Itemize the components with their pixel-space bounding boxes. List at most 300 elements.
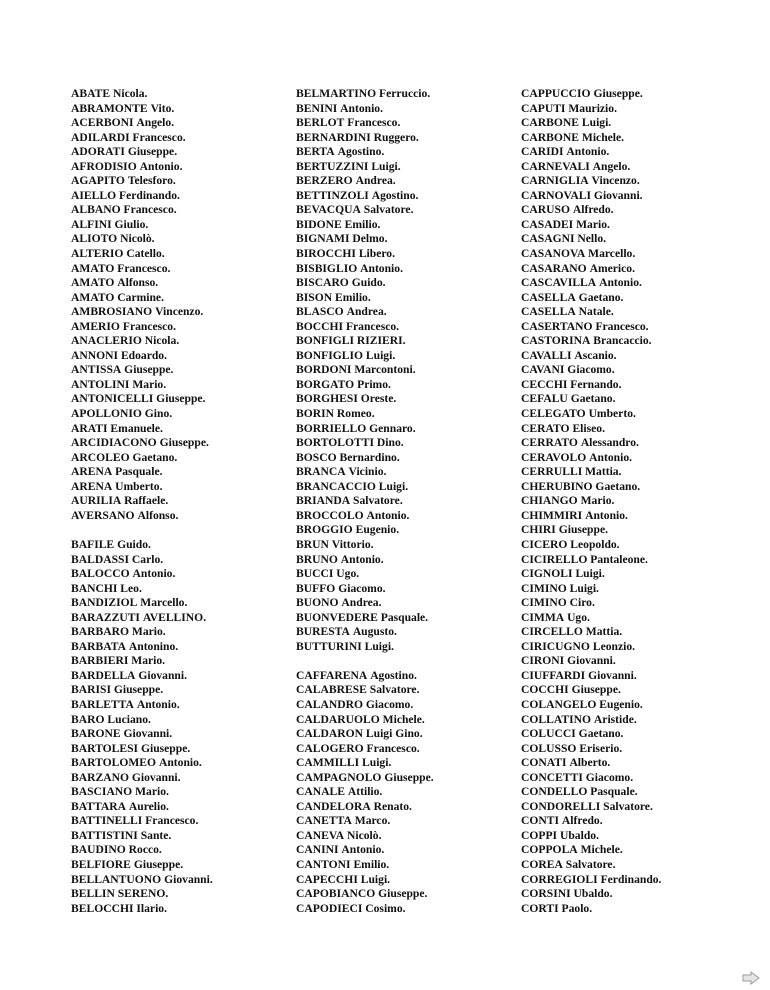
given-name: Nicola. xyxy=(144,334,180,348)
surname: BENINI xyxy=(296,101,338,115)
name-entry xyxy=(71,713,213,728)
given-name: Guido. xyxy=(351,276,386,290)
surname: CONATI xyxy=(521,756,567,770)
name-entry xyxy=(521,829,661,844)
name-entry xyxy=(71,829,213,844)
surname: CASAGNI xyxy=(521,232,575,246)
surname: CHIRI xyxy=(521,523,556,537)
given-name: Giacomo. xyxy=(585,770,634,784)
given-name: Mario. xyxy=(580,494,615,508)
name-entry xyxy=(296,116,434,131)
given-name: Nicolò. xyxy=(347,828,382,842)
surname: ANACLERIO xyxy=(71,334,142,348)
surname: BASCIANO xyxy=(71,785,133,799)
given-name: Gennaro. xyxy=(369,421,416,435)
given-name: Alfonso. xyxy=(117,276,159,290)
surname: ARENA xyxy=(71,479,113,493)
surname: ACERBONI xyxy=(71,116,134,130)
surname: ARCIDIACONO xyxy=(71,436,157,450)
section-spacer xyxy=(296,654,434,669)
given-name: Eugenio. xyxy=(355,523,400,537)
name-entry xyxy=(521,407,661,422)
surname: ADILARDI xyxy=(71,130,130,144)
surname: BATTINELLI xyxy=(71,814,143,828)
name-entry xyxy=(296,392,434,407)
surname: CALDARON xyxy=(296,727,363,741)
surname: CASADEI xyxy=(521,217,574,231)
name-entry xyxy=(71,611,213,626)
given-name: Salvatore. xyxy=(363,203,414,217)
name-entry xyxy=(71,349,213,364)
given-name: Francesco. xyxy=(366,741,420,755)
name-entry xyxy=(296,683,434,698)
name-entry xyxy=(296,523,434,538)
surname: BALDASSI xyxy=(71,552,129,566)
name-entry xyxy=(71,116,213,131)
surname: COLLATINO xyxy=(521,712,592,726)
surname: COPPOLA xyxy=(521,843,578,857)
name-entry xyxy=(71,203,213,218)
name-entry xyxy=(71,87,213,102)
name-entry xyxy=(71,902,213,917)
name-entry xyxy=(521,262,661,277)
given-name: Delmo. xyxy=(352,232,388,246)
given-name: Marco. xyxy=(354,814,391,828)
given-name: Antonio. xyxy=(585,508,628,522)
surname: BORIN xyxy=(296,407,335,421)
name-entry xyxy=(521,276,661,291)
given-name: Salvatore. xyxy=(369,683,420,697)
given-name: Mario. xyxy=(576,217,610,231)
given-name: Antonio. xyxy=(566,145,610,159)
given-name: Oreste. xyxy=(360,392,397,406)
name-entry xyxy=(521,189,661,204)
surname: CAVALLI xyxy=(521,348,572,362)
name-entry xyxy=(71,785,213,800)
surname: BORGHESI xyxy=(296,392,358,406)
given-name: Ugo. xyxy=(567,610,590,624)
surname: BERZERO xyxy=(296,174,353,188)
name-entry xyxy=(296,378,434,393)
given-name: Giuseppe. xyxy=(378,887,428,901)
given-name: Ruggero. xyxy=(373,130,419,144)
surname: BROGGIO xyxy=(296,523,353,537)
next-page-arrow-icon[interactable] xyxy=(742,971,760,985)
given-name: Bernardino. xyxy=(339,450,400,464)
names-column-1 xyxy=(71,87,213,916)
name-entry xyxy=(296,858,434,873)
given-name: Giovanni. xyxy=(131,770,181,784)
names-column-3 xyxy=(521,87,661,916)
surname: CANETTA xyxy=(296,814,352,828)
given-name: Gaetano. xyxy=(595,479,641,493)
given-name: Attilio. xyxy=(347,785,383,799)
surname: CARNEVALI xyxy=(521,159,590,173)
surname: AMATO xyxy=(71,276,115,290)
surname: BARBIERI xyxy=(71,654,129,668)
name-entry xyxy=(296,451,434,466)
surname: CIRCELLO xyxy=(521,625,583,639)
surname: CHIMMIRI xyxy=(521,508,583,522)
name-entry xyxy=(296,349,434,364)
surname: CANALE xyxy=(296,785,345,799)
surname: BROCCOLO xyxy=(296,508,364,522)
surname: BELFIORE xyxy=(71,857,131,871)
surname: CAPOBIANCO xyxy=(296,887,376,901)
surname: CIMINO xyxy=(521,581,567,595)
surname: BRUN xyxy=(296,537,329,551)
given-name: Antonino. xyxy=(128,639,179,653)
name-entry xyxy=(71,654,213,669)
name-entry xyxy=(521,611,661,626)
surname: ALIOTO xyxy=(71,232,118,246)
name-entry xyxy=(71,800,213,815)
name-entry xyxy=(71,276,213,291)
given-name: Libero. xyxy=(358,247,396,261)
surname: BURESTA xyxy=(296,625,350,639)
name-entry xyxy=(521,756,661,771)
name-entry xyxy=(296,422,434,437)
name-entry xyxy=(521,363,661,378)
given-name: Ascanio. xyxy=(574,348,617,362)
surname: BIDONE xyxy=(296,217,342,231)
given-name: Alberto. xyxy=(569,756,611,770)
name-entry xyxy=(71,756,213,771)
given-name: Angelo. xyxy=(592,159,631,173)
given-name: Umberto. xyxy=(588,407,636,421)
name-entry xyxy=(71,742,213,757)
name-entry xyxy=(521,538,661,553)
name-entry xyxy=(71,625,213,640)
surname: BRUNO xyxy=(296,552,338,566)
surname: CONCETTI xyxy=(521,770,583,784)
surname: BERTUZZINI xyxy=(296,159,369,173)
surname: ABRAMONTE xyxy=(71,101,148,115)
name-entry xyxy=(296,553,434,568)
name-entry xyxy=(521,800,661,815)
surname: CAMMILLI xyxy=(296,756,360,770)
name-entry xyxy=(521,378,661,393)
given-name: Umberto. xyxy=(115,479,163,493)
surname: CEFALU xyxy=(521,392,568,406)
name-entry xyxy=(521,174,661,189)
name-entry xyxy=(296,785,434,800)
given-name: Eugenio. xyxy=(599,697,643,711)
given-name: Antonio. xyxy=(340,552,384,566)
surname: BORDONI xyxy=(296,363,352,377)
surname: CANEVA xyxy=(296,828,345,842)
name-entry xyxy=(521,465,661,480)
given-name: Francesco. xyxy=(347,116,401,130)
surname: CALANDRO xyxy=(296,697,363,711)
name-entry xyxy=(71,247,213,262)
name-entry xyxy=(521,87,661,102)
name-entry xyxy=(521,480,661,495)
surname: AGAPITO xyxy=(71,174,125,188)
surname: BAUDINO xyxy=(71,843,126,857)
name-entry xyxy=(71,392,213,407)
surname: BIGNAMI xyxy=(296,232,350,246)
surname: BONFIGLIO xyxy=(296,348,363,362)
given-name: Leopoldo. xyxy=(570,537,620,551)
surname: AIELLO xyxy=(71,188,117,202)
given-name: Vicinio. xyxy=(348,465,387,479)
names-column-2 xyxy=(296,87,434,916)
surname: ARATI xyxy=(71,421,108,435)
surname: CARBONE xyxy=(521,116,579,130)
name-entry xyxy=(71,814,213,829)
surname: CARNIGLIA xyxy=(521,174,589,188)
name-entry xyxy=(296,843,434,858)
given-name: Giuseppe. xyxy=(113,683,164,697)
given-name: Giovanni. xyxy=(567,654,616,668)
surname: ANTOLINI xyxy=(71,377,130,391)
surname: BELLANTUONO xyxy=(71,872,162,886)
name-entry xyxy=(71,436,213,451)
surname: AURILIA xyxy=(71,494,122,508)
surname: CELEGATO xyxy=(521,407,586,421)
given-name: Salvatore. xyxy=(565,857,616,871)
name-entry xyxy=(71,145,213,160)
surname: BARISI xyxy=(71,683,111,697)
name-entry xyxy=(296,291,434,306)
surname: CIRICUGNO xyxy=(521,639,590,653)
name-entry xyxy=(521,567,661,582)
name-entry xyxy=(71,887,213,902)
given-name: Eriserio. xyxy=(579,741,623,755)
given-name: Sante. xyxy=(140,828,172,842)
given-name: Gaetano. xyxy=(132,450,178,464)
given-name: Michele. xyxy=(580,843,623,857)
name-entry xyxy=(71,174,213,189)
name-entry xyxy=(521,843,661,858)
surname: BRANCA xyxy=(296,465,346,479)
given-name: Antonio. xyxy=(136,697,180,711)
given-name: RIZIERI. xyxy=(356,334,406,348)
given-name: Giovanni. xyxy=(593,188,643,202)
name-entry xyxy=(521,902,661,917)
surname: CAPUTI xyxy=(521,101,566,115)
given-name: Primo. xyxy=(357,377,391,391)
given-name: Francesco. xyxy=(595,319,649,333)
given-name: Ilario. xyxy=(136,901,167,915)
surname: BALOCCO xyxy=(71,567,130,581)
surname: BARLETTA xyxy=(71,697,134,711)
surname: CASCAVILLA xyxy=(521,276,597,290)
name-entry xyxy=(71,553,213,568)
name-entry xyxy=(521,131,661,146)
given-name: Antonio. xyxy=(341,843,385,857)
given-name: Andrea. xyxy=(341,596,382,610)
name-entry xyxy=(296,509,434,524)
given-name: Salvatore. xyxy=(353,494,403,508)
given-name: Vincenzo. xyxy=(155,305,204,319)
given-name: Emilio. xyxy=(353,857,390,871)
surname: CERRULLI xyxy=(521,465,583,479)
surname: ANTONICELLI xyxy=(71,392,154,406)
surname: BARZANO xyxy=(71,770,129,784)
surname: CASANOVA xyxy=(521,247,586,261)
surname: CALABRESE xyxy=(296,683,367,697)
surname: ALBANO xyxy=(71,203,121,217)
name-entry xyxy=(521,160,661,175)
given-name: Aurelio. xyxy=(128,799,169,813)
given-name: Giacomo. xyxy=(567,363,615,377)
surname: CAVANI xyxy=(521,363,565,377)
surname: CALOGERO xyxy=(296,741,364,755)
name-entry xyxy=(521,116,661,131)
surname: AMBROSIANO xyxy=(71,305,153,319)
given-name: Antonio. xyxy=(589,450,633,464)
given-name: Vittorio. xyxy=(331,537,374,551)
given-name: Luigi. xyxy=(575,567,605,581)
surname: BARTOLESI xyxy=(71,741,139,755)
surname: CASARANO xyxy=(521,261,587,275)
name-entry xyxy=(296,247,434,262)
surname: CAPODIECI xyxy=(296,901,363,915)
name-entry xyxy=(71,843,213,858)
surname: BARBATA xyxy=(71,639,126,653)
name-entry xyxy=(521,771,661,786)
given-name: Luciano. xyxy=(107,712,151,726)
surname: CHIANGO xyxy=(521,494,578,508)
name-entry xyxy=(521,713,661,728)
name-entry xyxy=(521,305,661,320)
given-name: Luigi. xyxy=(365,348,396,362)
name-entry xyxy=(296,494,434,509)
surname: CANTONI xyxy=(296,857,351,871)
name-entry xyxy=(71,669,213,684)
surname: CONDELLO xyxy=(521,785,588,799)
name-entry xyxy=(296,102,434,117)
surname: COCCHI xyxy=(521,683,569,697)
name-entry xyxy=(296,713,434,728)
name-entry xyxy=(296,582,434,597)
given-name: Luigi. xyxy=(362,756,392,770)
arrow-right-icon xyxy=(742,971,760,985)
section-spacer xyxy=(71,523,213,538)
name-entry xyxy=(521,436,661,451)
name-entry xyxy=(296,232,434,247)
surname: CIUFFARDI xyxy=(521,668,586,682)
name-entry xyxy=(71,305,213,320)
given-name: Giacomo. xyxy=(365,697,414,711)
given-name: Nicolò. xyxy=(120,232,155,246)
surname: CORTI xyxy=(521,901,559,915)
given-name: Giacomo. xyxy=(338,581,386,595)
name-entry xyxy=(71,218,213,233)
name-entry xyxy=(521,494,661,509)
name-entry xyxy=(71,480,213,495)
surname: CONTI xyxy=(521,814,560,828)
name-entry xyxy=(71,582,213,597)
name-entry xyxy=(71,102,213,117)
name-entry xyxy=(296,814,434,829)
given-name: AVELLINO. xyxy=(142,610,207,624)
surname: AMATO xyxy=(71,261,115,275)
given-name: Mario. xyxy=(135,785,169,799)
name-entry xyxy=(71,451,213,466)
given-name: Brancaccio. xyxy=(593,334,652,348)
name-entry xyxy=(296,276,434,291)
surname: ABATE xyxy=(71,87,111,100)
surname: CASELLA xyxy=(521,290,576,304)
name-entry xyxy=(71,567,213,582)
name-entry xyxy=(296,131,434,146)
given-name: Vito. xyxy=(150,101,175,115)
name-entry xyxy=(521,698,661,713)
surname: BUONO xyxy=(296,596,339,610)
name-entry xyxy=(296,203,434,218)
surname: CARIDI xyxy=(521,145,564,159)
surname: AFRODISIO xyxy=(71,159,137,173)
surname: CARNOVALI xyxy=(521,188,592,202)
given-name: Giuseppe. xyxy=(159,436,209,450)
name-entry xyxy=(296,465,434,480)
given-name: Gaetano. xyxy=(578,727,624,741)
given-name: Giulio. xyxy=(114,217,149,231)
given-name: Pantaleone. xyxy=(590,552,648,566)
surname: CAPPUCCIO xyxy=(521,87,591,100)
given-name: Gaetano. xyxy=(578,290,624,304)
name-entry xyxy=(71,698,213,713)
name-entry xyxy=(521,102,661,117)
surname: BARONE xyxy=(71,727,121,741)
name-entry xyxy=(296,567,434,582)
name-entry xyxy=(296,625,434,640)
surname: CARBONE xyxy=(521,130,579,144)
surname: CAPECCHI xyxy=(296,872,358,886)
surname: COREA xyxy=(521,857,563,871)
surname: ARCOLEO xyxy=(71,450,130,464)
surname: CAMPAGNOLO xyxy=(296,770,382,784)
given-name: Emilio. xyxy=(335,290,371,304)
surname: CIMINO xyxy=(521,596,567,610)
name-entry xyxy=(71,232,213,247)
given-name: Ferdinando. xyxy=(600,872,662,886)
name-entry xyxy=(296,742,434,757)
surname: BARDELLA xyxy=(71,668,136,682)
name-entry xyxy=(296,756,434,771)
surname: BISBIGLIO xyxy=(296,261,358,275)
given-name: Raffaele. xyxy=(124,494,169,508)
name-entry xyxy=(71,858,213,873)
name-entry xyxy=(296,363,434,378)
given-name: Antonio. xyxy=(139,159,183,173)
name-entry xyxy=(296,829,434,844)
name-entry xyxy=(521,873,661,888)
given-name: Angelo. xyxy=(136,116,175,130)
given-name: Leonzio. xyxy=(592,639,636,653)
given-name: Ferdinando. xyxy=(119,188,180,202)
name-entry xyxy=(296,218,434,233)
surname: AVERSANO xyxy=(71,508,135,522)
given-name: Antonio. xyxy=(158,756,202,770)
given-name: Ubaldo. xyxy=(573,887,613,901)
surname: BUFFO xyxy=(296,581,336,595)
given-name: Carlo. xyxy=(131,552,164,566)
name-entry xyxy=(71,363,213,378)
given-name: Guido. xyxy=(117,537,151,551)
surname: CONDORELLI xyxy=(521,799,601,813)
given-name: Andrea. xyxy=(346,305,387,319)
given-name: Giuseppe. xyxy=(140,741,191,755)
given-name: Telesforo. xyxy=(127,174,176,188)
name-entry xyxy=(71,771,213,786)
name-entry xyxy=(71,683,213,698)
given-name: Giuseppe. xyxy=(156,392,206,406)
name-entry xyxy=(521,392,661,407)
